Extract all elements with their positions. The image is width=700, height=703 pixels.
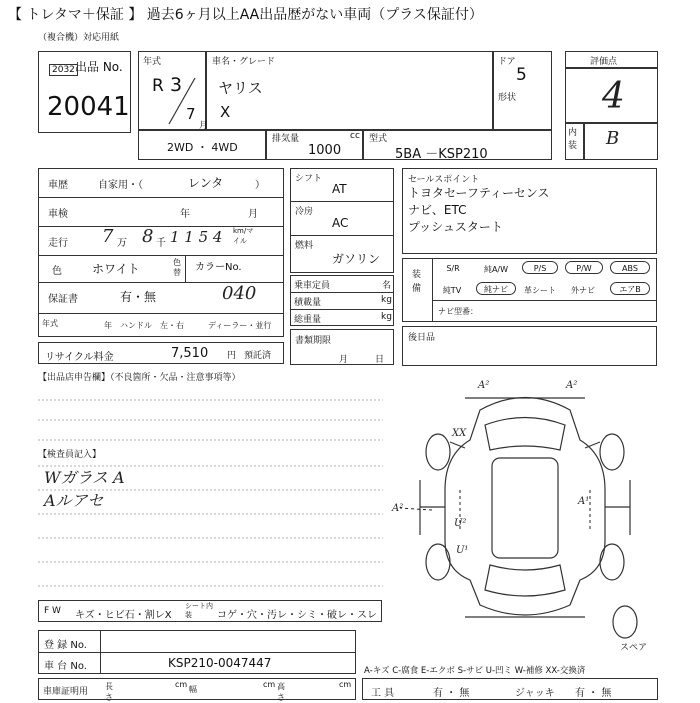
mileage-unit-sen: 千 (156, 238, 166, 249)
height-unit: cm (339, 680, 352, 689)
equip-tv: 純TV (442, 286, 462, 295)
shift-value: AT (332, 182, 347, 196)
fuel-value: ガソリン (332, 252, 381, 266)
month-unit: 月 (199, 121, 209, 131)
sales-points-box (402, 168, 657, 254)
color-no-label: カラーNo. (195, 262, 242, 273)
seat-items: コゲ・穴・汚レ・シミ・破レ・スレ (217, 610, 377, 621)
interior-grade: B (606, 128, 620, 149)
equip-ext-navi: 外ナビ (571, 286, 595, 295)
equip-airbag: エアB (610, 282, 650, 295)
shape-label: 形状 (498, 93, 517, 103)
inspector-note: Aルアセ (44, 491, 104, 510)
rating-score: 4 (602, 76, 625, 117)
inspector-note: Wガラス A (44, 468, 125, 487)
lot-box (38, 51, 131, 133)
warranty-label: 保証書 (48, 294, 78, 305)
navi-model-label: ナビ型番： (438, 307, 478, 316)
damage-mark: XX (452, 428, 467, 439)
model-label: 型式 (369, 134, 388, 144)
month-value: 7 (186, 105, 196, 123)
seat-label: シート内装 (185, 602, 213, 619)
interior-label: 内装 (568, 128, 578, 151)
chassis-value: KSP210-0047447 (168, 656, 272, 670)
drive-options: 2WD ・ 4WD (167, 141, 238, 154)
car-grade: X (220, 103, 231, 121)
history-value: レンタ (188, 176, 224, 190)
history-close: ） (255, 180, 265, 191)
height-label: 高さ (277, 682, 285, 702)
recycle-box (38, 342, 284, 364)
equip-leather: 革シート (524, 286, 556, 295)
reg-no-label: 登 録 No. (44, 640, 87, 651)
equip-sr: S/R (446, 264, 460, 273)
damage-mark: A² (392, 503, 404, 514)
after-items-label: 後日品 (408, 333, 436, 343)
shift-label: シフト (295, 174, 323, 184)
damage-mark: A² (566, 380, 578, 391)
jack-value: 有 ・ 無 (575, 688, 612, 699)
garage-cert-label: 車庫証明用 (43, 687, 89, 697)
manufacture-label: 年式 (42, 319, 58, 328)
recycle-value: 7,510 (171, 346, 209, 361)
sales-point: ナビ、ETC (408, 203, 467, 217)
equip-ps: P/S (522, 261, 558, 274)
model-value: 5BA －KSP210 (395, 147, 488, 162)
sales-point: プッシュスタート (408, 220, 503, 234)
inspection-month: 月 (248, 209, 258, 220)
car-name: ヤリス (218, 79, 263, 97)
rating-label: 評価点 (590, 57, 618, 67)
garage-cert-box (38, 678, 356, 700)
ac-value: AC (332, 216, 349, 230)
ac-label: 冷房 (295, 207, 314, 217)
mileage-unit-man: 万 (117, 238, 127, 249)
displacement-label: 排気量 (272, 134, 300, 144)
banner: 【 トレタマ＋保証 】 過去6ヶ月以上AA出品歴がない車両（プラス保証付） (8, 7, 483, 23)
color-change-label: 色替 (173, 258, 181, 277)
load-label: 積載量 (294, 298, 322, 308)
equipment-label: 装備 (412, 270, 422, 294)
damage-mark: A² (478, 380, 490, 391)
chassis-label: 車 台 No. (44, 661, 87, 672)
mileage-label: 走行 (48, 238, 68, 249)
load-unit: kg (381, 295, 392, 305)
equip-pw: P/W (565, 261, 603, 274)
condition-box (38, 600, 382, 622)
color-no-value: 040 (222, 283, 257, 304)
after-items-box (402, 326, 657, 366)
dealer-label: ディーラー・並行 (208, 321, 272, 330)
mileage-sen: 8 (142, 226, 154, 247)
damage-mark: U² (454, 518, 467, 529)
lot-number: 20041 (47, 92, 130, 122)
docs-month: 月 (339, 355, 349, 365)
length-label: 長さ (105, 682, 113, 702)
docs-box (290, 329, 394, 365)
equip-abs: ABS (610, 261, 650, 274)
weight-unit: kg (381, 312, 392, 322)
displacement-unit: cc (350, 131, 360, 141)
tools-value: 有 ・ 無 (433, 688, 470, 699)
mileage-rest: 1 1 5 4 (170, 228, 223, 246)
equip-navi: 純ナビ (476, 282, 516, 295)
sales-point: トヨタセーフティーセンス (408, 186, 550, 200)
damage-mark: U¹ (456, 545, 469, 556)
length-unit: cm (175, 680, 188, 689)
capacity-unit: 名 (382, 281, 392, 291)
damage-legend: A-キズ C-腐食 E-エクボ S-サビ U-凹ミ W-補修 XX-交換済 (364, 666, 586, 676)
mileage-man: 7 (102, 226, 114, 247)
equip-alloy: 純A/W (483, 265, 509, 274)
inspection-label: 車検 (48, 209, 68, 220)
color-label: 色 (52, 266, 62, 277)
form-note: （複合機）対応用紙 (38, 33, 120, 43)
jack-label: ジャッキ (515, 688, 555, 699)
docs-day: 日 (375, 355, 385, 365)
displacement-value: 1000 (308, 143, 342, 158)
handle-label: ハンドル (120, 321, 152, 330)
condition-label: F W (44, 606, 61, 616)
width-unit: cm (263, 680, 276, 689)
warranty-value: 有・無 (120, 290, 157, 304)
lot-label: 出品 No. (75, 60, 123, 74)
recycle-note: 預託済 (244, 351, 272, 361)
handle-value: 左・右 (160, 321, 184, 330)
door-label: ドア (498, 57, 516, 67)
recycle-unit: 円 (227, 351, 237, 361)
condition-items: キズ・ヒビ石・割レX (75, 610, 172, 621)
fuel-label: 燃料 (295, 241, 314, 251)
history-label: 車歴 (48, 180, 68, 191)
recycle-label: リサイクル料金 (45, 352, 114, 363)
report-title: 【出品店申告欄】（不良箇所・欠品・注意事項等） (38, 373, 241, 383)
damage-mark: A¹ (578, 496, 590, 507)
year-value: 3 (170, 74, 183, 96)
color-value: ホワイト (92, 262, 140, 276)
inspection-year: 年 (180, 209, 190, 220)
sales-points-label: セールスポイント (408, 175, 480, 185)
name-label: 車名・グレード (212, 57, 276, 67)
weight-label: 総重量 (294, 315, 322, 325)
spare-label: スペア (620, 643, 648, 653)
car-diagram (410, 380, 640, 630)
width-label: 幅 (189, 685, 197, 694)
mileage-units: km/マイル (233, 227, 254, 245)
tools-label: 工 具 (371, 688, 395, 699)
history-box (38, 168, 284, 337)
capacity-label: 乗車定員 (294, 281, 331, 291)
manufacture-year: 年 (104, 321, 112, 330)
year-era: R (152, 76, 164, 96)
tools-box (362, 678, 658, 700)
history-options: 自家用・（ (98, 180, 143, 191)
docs-label: 書類期限 (295, 336, 332, 346)
lot-code: 2032 (49, 64, 78, 76)
inspector-title: 【検査員記入】 (38, 450, 102, 460)
year-label: 年式 (143, 57, 162, 67)
door-value: 5 (516, 65, 527, 85)
